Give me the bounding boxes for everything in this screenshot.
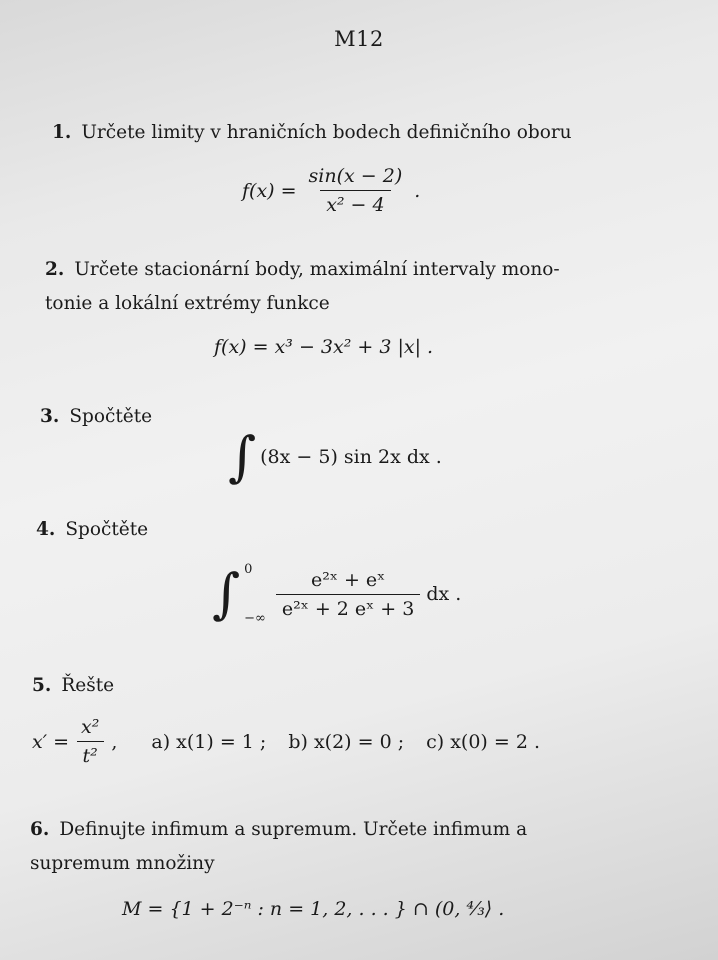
formula-4 [212, 562, 461, 626]
problem-text: Spočtěte [69, 406, 153, 427]
denominator: x² − 4 [320, 190, 390, 216]
problem-3 [40, 400, 660, 434]
problem-number: 5. [32, 675, 52, 696]
problem-number: 4. [36, 519, 56, 540]
fraction [75, 716, 105, 767]
formula-text: (8x − 5) sin 2x dx . [260, 446, 442, 468]
problem-text-cont: supremum množiny [30, 853, 215, 874]
formula-comma: , [111, 730, 118, 753]
upper-limit: 0 [244, 562, 253, 577]
problem-text: Definujte infimum a supremum. Určete infimum a [59, 819, 528, 840]
problem-number: 6. [30, 819, 50, 840]
formula-lhs: f(x) = [242, 179, 297, 202]
problem-6 [30, 813, 670, 881]
problem-number: 1. [52, 122, 72, 143]
formula-tail: dx . [426, 583, 462, 605]
problem-number: 3. [40, 406, 60, 427]
problem-2 [45, 253, 665, 321]
numerator: e²ˣ + eˣ [310, 568, 386, 591]
problem-number: 2. [45, 259, 65, 280]
problem-5 [32, 669, 652, 703]
problem-text: Určete stacionární body, maximální intervaly mono- [74, 259, 560, 280]
numerator: sin(x − 2) [308, 165, 403, 187]
problem-text: Určete limity v hraničních bodech definičního oboru [81, 122, 572, 143]
formula-6 [122, 898, 504, 920]
denominator: t² [77, 741, 104, 767]
page-title: M12 [334, 27, 384, 51]
problem-text: Řešte [61, 675, 115, 696]
integral-limits [244, 562, 266, 626]
formula-tail: . [414, 179, 421, 202]
condition-b: b) x(2) = 0 ; [288, 730, 405, 753]
denominator: e²ˣ + 2 eˣ + 3 [276, 594, 420, 620]
integral-sign: ∫ [212, 562, 241, 625]
fraction [303, 165, 409, 216]
formula-1 [242, 165, 420, 216]
numerator: x² [81, 716, 100, 738]
condition-a: a) x(1) = 1 ; [151, 730, 267, 753]
problem-1 [52, 116, 672, 150]
lower-limit: −∞ [244, 611, 266, 626]
formula-5 [32, 716, 540, 767]
problem-text-cont: tonie a lokální extrémy funkce [45, 293, 330, 314]
fraction [276, 569, 420, 620]
integral-sign: ∫ [228, 425, 257, 488]
problem-text: Spočtěte [65, 519, 149, 540]
problem-4 [36, 513, 656, 547]
formula-text: f(x) = x³ − 3x² + 3 |x| . [214, 336, 434, 358]
formula-2 [214, 336, 433, 358]
formula-3 [228, 425, 442, 488]
formula-lhs: x′ = [32, 730, 69, 753]
condition-c: c) x(0) = 2 . [426, 730, 540, 753]
formula-text: M = {1 + 2⁻ⁿ : n = 1, 2, . . . } ∩ (0, ⁴⁄₃⟩ . [122, 898, 505, 920]
